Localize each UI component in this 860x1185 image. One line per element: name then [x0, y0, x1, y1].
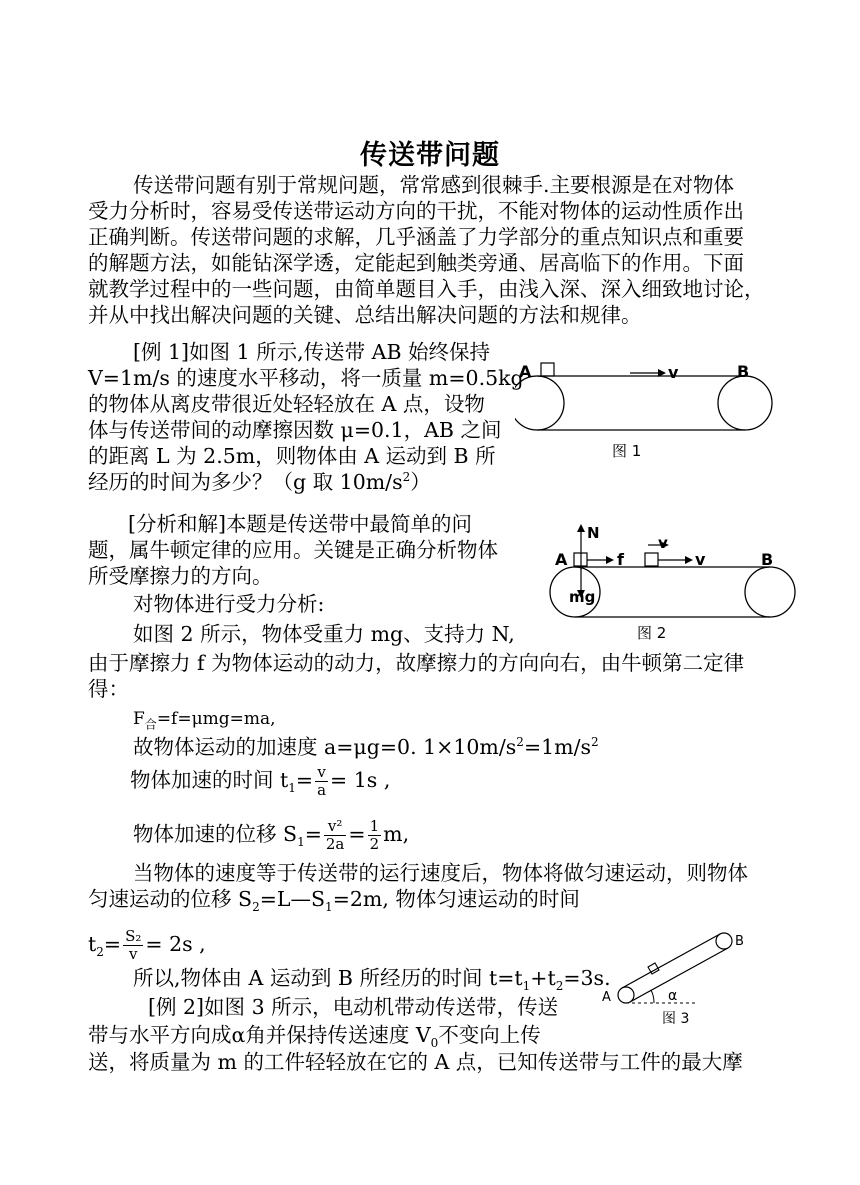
para2-line-2: 匀速运动的位移 $S_2=L—S_1=2m$, 物体匀速运动的时间: [88, 887, 580, 915]
fig2-label-f: f: [617, 550, 624, 569]
fig2-friction-arrowhead: [606, 556, 614, 564]
fraction-v2-over-2a: $\frac{\text{v²}}{2a}$: [325, 817, 345, 853]
fig1-caption: 图 1: [612, 442, 642, 460]
fig2-label-n: N: [587, 524, 600, 542]
example1-line-1: [例 1]如图 1 所示,传送带 AB 始终保持: [133, 340, 491, 364]
fig3-label-b: B: [735, 934, 744, 949]
page-title: 传送带问题: [360, 140, 500, 171]
analysis-line-4: 对物体进行受力分析:: [133, 592, 325, 616]
intro-line-6: 并从中找出解决问题的关键、总结出解决问题的方法和规律。: [88, 303, 642, 327]
conclusion-line: 所以,物体由 A 运动到 B 所经历的时间 $t=t_1+t_2=3s$.: [133, 966, 611, 994]
intro-line-2: 受力分析时，容易受传送带运动方向的干扰，不能对物体的运动性质作出: [88, 199, 744, 223]
equation-net-force: $F_合=f=\mu mg=ma$,: [133, 709, 276, 732]
analysis-line-7: 得：: [88, 677, 129, 701]
figure-1: [515, 355, 780, 469]
fig3-angle-arc: [651, 990, 654, 1003]
fig2-label-a: A: [555, 550, 568, 569]
example2-line-1: [例 2]如图 3 所示，电动机带动传送带，传送: [148, 995, 559, 1019]
analysis-line-1: [分析和解]本题是传送带中最简单的问: [128, 512, 472, 536]
fig2-label-mg: mg: [569, 588, 596, 606]
example1-line-3: 的物体从离皮带很近处轻轻放在 A 点，设物: [88, 392, 485, 416]
fig2-block-b: [645, 553, 658, 566]
fig2-velocity-arrowhead: [685, 556, 693, 564]
example2-line-2: 带与水平方向成α角并保持传送速度 $V_0$不变向上传: [88, 1023, 541, 1051]
intro-line-5: 就教学过程中的一些问题，由简单题目入手，由浅入深、深入细致地讨论，: [88, 277, 765, 301]
figure-3: [598, 925, 783, 1034]
fig2-pulley-right: [745, 567, 795, 617]
fig3-caption: 图 3: [662, 1011, 690, 1027]
fig2-label-v-small: v: [658, 534, 668, 552]
fig1-label-v: v: [668, 363, 679, 382]
example1-line-5: 的距离 L 为 2.5m，则物体由 A 运动到 B 所: [88, 444, 496, 468]
fraction-v-over-a: $\frac{v}{a}$: [317, 763, 327, 799]
fig1-pulley-right: [718, 376, 772, 430]
figure-2: [545, 520, 805, 649]
fig2-normal-arrowhead: [577, 524, 585, 532]
example1-line-4: 体与传送带间的动摩擦因数 μ=0.1，AB 之间: [88, 418, 502, 442]
fig3-label-a: A: [602, 990, 611, 1005]
fig1-pulley-left: [515, 376, 564, 430]
intro-line-1: 传送带问题有别于常规问题，常常感到很棘手.主要根源是在对物体: [133, 173, 735, 197]
analysis-line-2: 题，属牛顿定律的应用。关键是正确分析物体: [88, 538, 498, 562]
intro-line-4: 的解题方法，如能钻深学透，定能起到触类旁通、居高临下的作用。下面: [88, 251, 744, 275]
equation-accel-time: 物体加速的时间 $t_1=$ $\frac{v}{a}$ = 1s ,: [130, 763, 391, 799]
example2-line-3: 送，将质量为 m 的工件轻轻放在它的 A 点，已知传送带与工件的最大摩: [88, 1050, 743, 1074]
fig1-block: [541, 363, 554, 376]
equation-uniform-time: $t_2=$ $\frac{\text{S₂}}{v}$ = 2s ,: [88, 927, 206, 963]
example1-line-6: 经历的时间为多少？（g 取 $10m/s^2$）: [88, 470, 431, 494]
analysis-line-6: 由于摩擦力 f 为物体运动的动力，故摩擦力的方向向右，由牛顿第二定律: [88, 651, 745, 675]
fig1-label-b: B: [737, 362, 750, 381]
para2-line-1: 当物体的速度等于传送带的运行速度后，物体将做匀速运动，则物体: [133, 861, 748, 885]
intro-line-3: 正确判断。传送带问题的求解，几乎涵盖了力学部分的重点知识点和重要: [88, 225, 744, 249]
equation-acceleration: 故物体运动的加速度 a=μg=0. $1\times 10m/s^2=1m/s^2$: [133, 735, 599, 759]
fig2-label-b: B: [761, 550, 774, 569]
analysis-line-5: 如图 2 所示，物体受重力 mg、支持力 N,: [133, 622, 515, 646]
fraction-one-half: $\frac{1}{2}$: [369, 817, 380, 853]
analysis-line-3: 所受摩擦力的方向。: [88, 564, 273, 588]
equation-accel-displacement: 物体加速的位移 $S_1=$ $\frac{\text{v²}}{2a}$ = $\frac{1}{2}$ m,: [133, 817, 410, 853]
example1-line-2: V=1m/s 的速度水平移动，将一质量 m=0.5kg: [88, 366, 524, 390]
fig2-label-v: v: [695, 550, 706, 569]
fraction-s2-over-v: $\frac{\text{S₂}}{v}$: [125, 927, 142, 963]
fig3-label-alpha: α: [668, 988, 678, 1004]
fig2-caption: 图 2: [637, 624, 667, 642]
fig1-label-a: A: [519, 362, 532, 381]
